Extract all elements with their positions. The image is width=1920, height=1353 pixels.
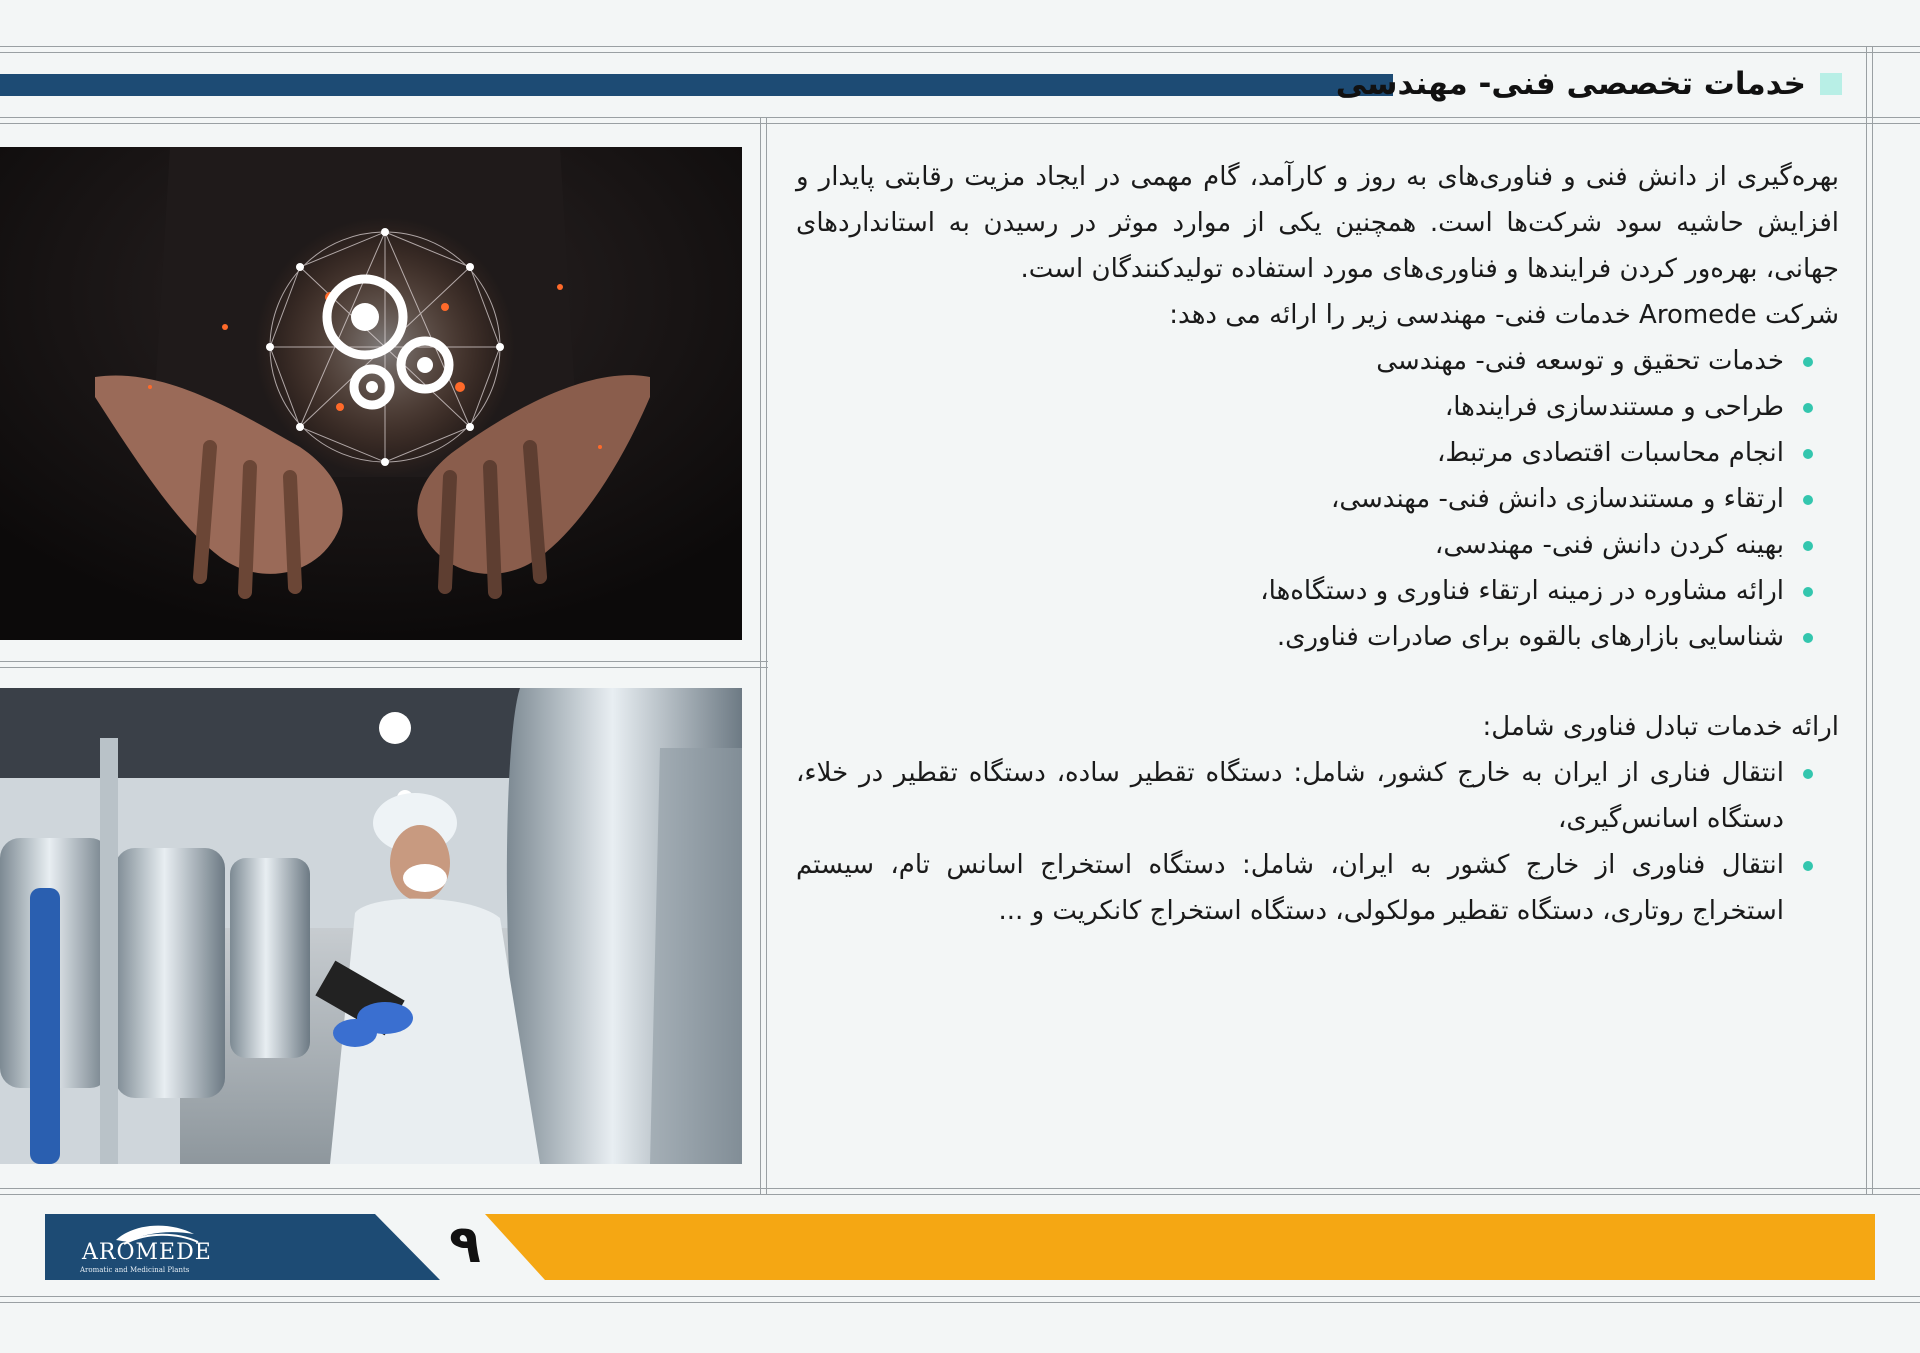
content-text: [796, 154, 1839, 934]
list-item: بهینه کردن دانش فنی- مهندسی،: [796, 522, 1839, 568]
logo-name: AROMEDE: [82, 1240, 212, 1265]
list-item: ارائه مشاوره در زمینه ارتقاء فناوری و دستگاه‌ها،: [796, 568, 1839, 614]
exchange-list: [796, 750, 1839, 934]
frame-line: [0, 1296, 1920, 1297]
logo-tagline: Aromatic and Medicinal Plants: [80, 1266, 190, 1274]
frame-line: [0, 1302, 1920, 1303]
services-intro: شرکت Aromede خدمات فنی- مهندسی زیر را ارائه می دهد:: [1169, 300, 1839, 330]
gears-network-hands-photo: [0, 147, 742, 640]
intro-paragraph: بهره‌گیری از دانش فنی و فناوری‌های به روز و کارآمد، گام مهمی در ایجاد مزیت رقابتی پایدار و افزایش حاشیه سود شرکت‌ها است. همچنین یکی از موارد موثر در رسیدن به استانداردهای جهانی، بهره‌ور کردن فرایندها و فناوری‌های مورد استفاده تولیدکنندگان است.: [796, 162, 1839, 284]
frame-line: [0, 1194, 1920, 1195]
services-list: [796, 338, 1839, 660]
list-item: ارتقاء و مستندسازی دانش فنی- مهندسی،: [796, 476, 1839, 522]
list-item: خدمات تحقیق و توسعه فنی- مهندسی: [796, 338, 1839, 384]
lab-technician-tanks-photo: [0, 688, 742, 1164]
frame-line: [1872, 46, 1873, 1194]
title-marker: [1820, 73, 1842, 95]
frame-line: [0, 46, 1920, 47]
title-bar: [0, 74, 1393, 96]
list-item: طراحی و مستندسازی فرایندها،: [796, 384, 1839, 430]
footer-orange-band: [485, 1214, 1875, 1280]
exchange-intro: ارائه خدمات تبادل فناوری شامل:: [1482, 712, 1839, 742]
frame-line: [0, 667, 768, 668]
frame-line: [0, 52, 1920, 53]
frame-line: [766, 117, 767, 1194]
list-item: شناسایی بازارهای بالقوه برای صادرات فناوری.: [796, 614, 1839, 660]
page-number: ۹: [449, 1215, 481, 1275]
list-item: انجام محاسبات اقتصادی مرتبط،: [796, 430, 1839, 476]
frame-line: [0, 1188, 1920, 1189]
frame-line: [0, 123, 1920, 124]
frame-line: [0, 661, 768, 662]
frame-line: [760, 117, 761, 1194]
page-title: خدمات تخصصی فنی- مهندسی: [1335, 66, 1806, 102]
frame-line: [1866, 46, 1867, 1194]
list-item: انتقال فناری از ایران به خارج کشور، شامل: دستگاه تقطیر ساده، دستگاه تقطیر در خلاء، دستگاه اسانس‌گیری،: [796, 750, 1839, 842]
list-item: انتقال فناوری از خارج کشور به ایران، شامل: دستگاه استخراج اسانس تام، سیستم استخراج روتاری، دستگاه تقطیر مولکولی، دستگاه استخراج کانکریت و ...: [796, 842, 1839, 934]
frame-line: [0, 117, 1920, 118]
page-header: [1336, 60, 1842, 108]
